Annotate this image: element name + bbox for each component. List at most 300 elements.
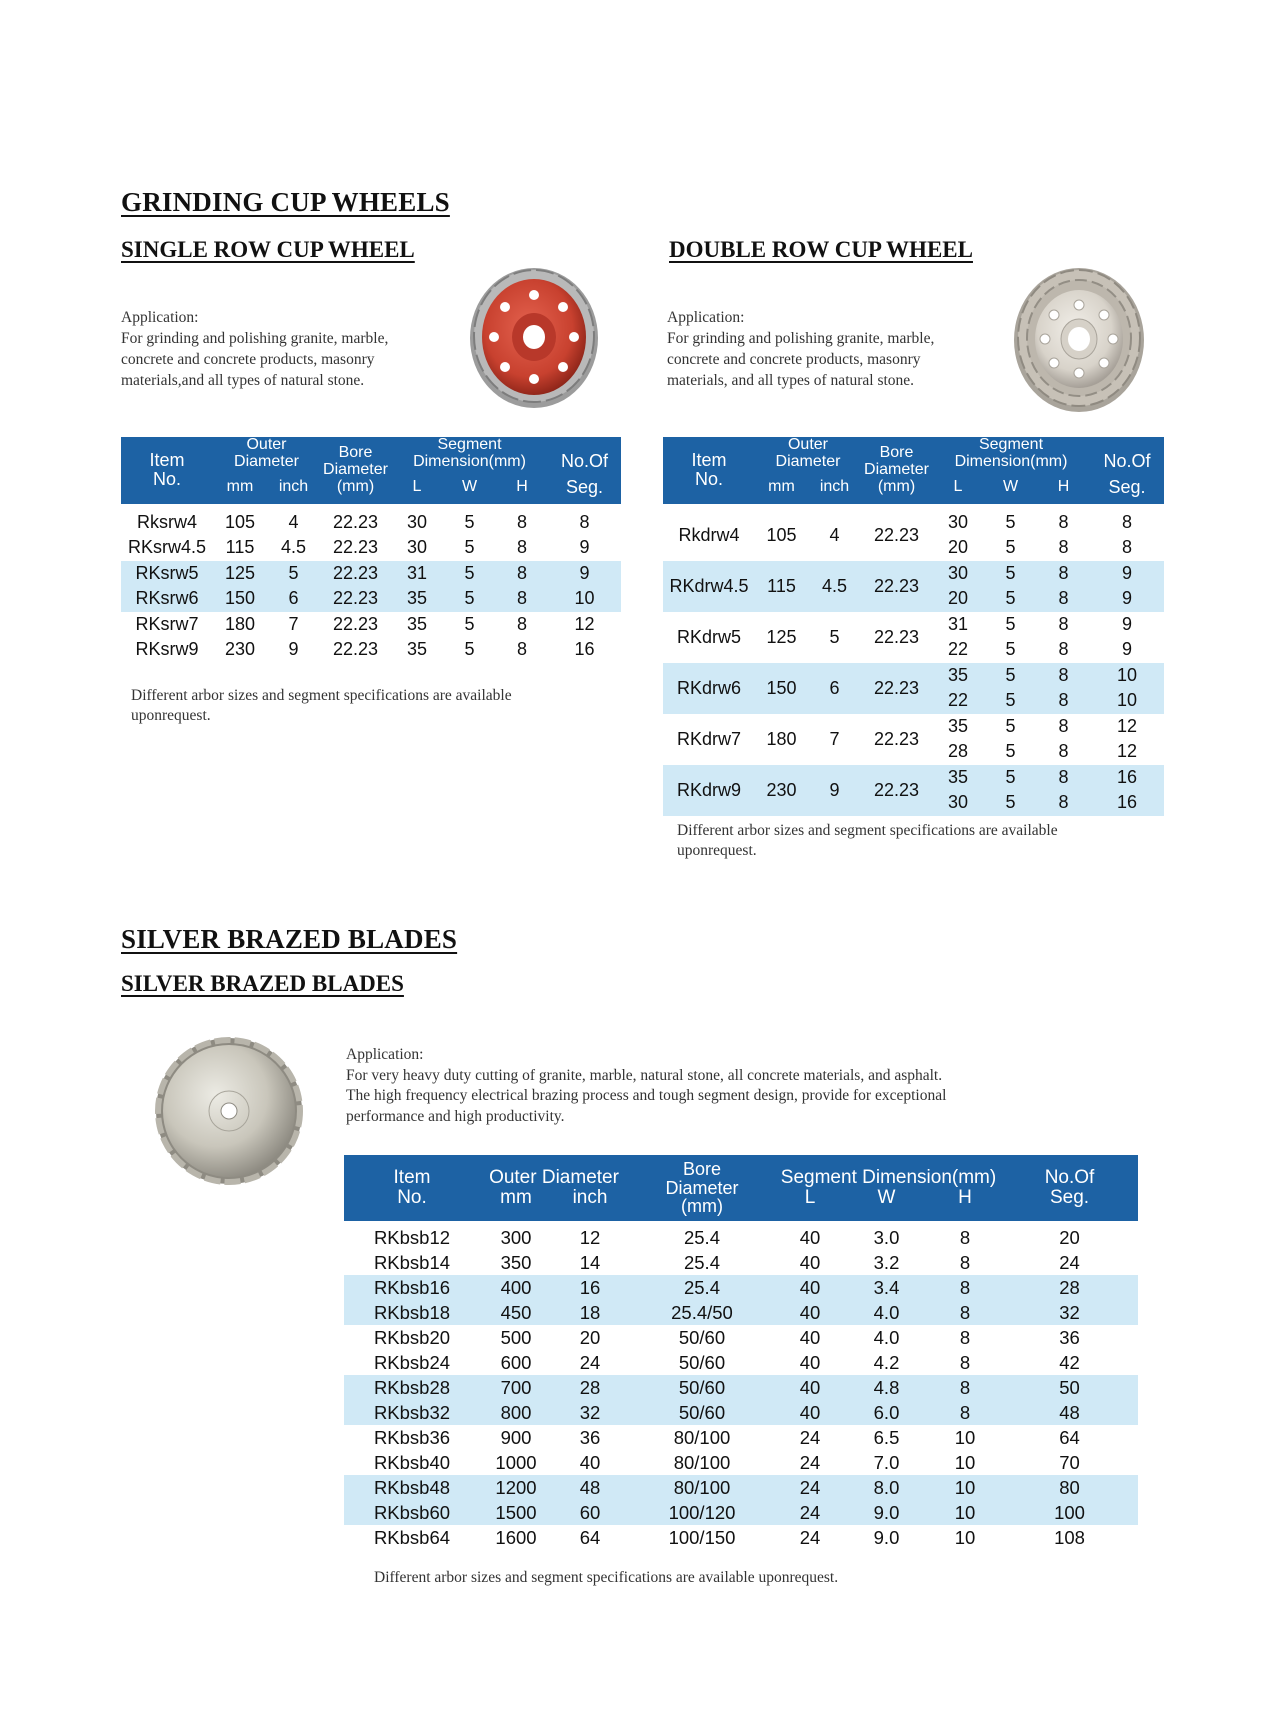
cell-mm: 300 [500, 1226, 532, 1248]
cell-mm: 125 [213, 561, 267, 587]
cell-h: 8 [929, 1375, 1001, 1400]
application-line: For grinding and polishing granite, marble, [667, 330, 935, 347]
header-diameter: Diameter [323, 460, 388, 478]
table-row [663, 612, 1164, 638]
application-line: materials,and all types of natural stone. [121, 372, 365, 389]
cell-bore: 25.4 [683, 1251, 720, 1273]
header-seg: Seg. [1001, 1188, 1138, 1221]
cell-bore: 22.23 [861, 765, 932, 816]
cell-mm: 350 [500, 1251, 532, 1273]
cell-h: 8 [1058, 741, 1069, 762]
cell-seg: 8 [579, 511, 590, 532]
header-w: W [984, 471, 1037, 504]
cell-mm: 150 [213, 586, 267, 612]
silver-brazed-application [346, 1045, 946, 1127]
cell-h: 10 [929, 1500, 1001, 1525]
header-seg: Seg. [1090, 471, 1164, 504]
cell-bore: 50/60 [678, 1326, 726, 1348]
cell-inch: 7 [829, 728, 840, 749]
cell-bore: 22.23 [873, 524, 920, 545]
cell-item: Rkdrw4 [678, 524, 740, 545]
cell-mm: 125 [766, 626, 797, 647]
cell-w: 5 [984, 688, 1037, 714]
cell-seg: 16 [574, 639, 595, 660]
cell-mm: 230 [755, 765, 808, 816]
cell-h: 8 [496, 586, 548, 612]
cell-l: 40 [776, 1375, 844, 1400]
cell-item: RKbsb14 [373, 1251, 451, 1273]
header-outer-diameter: Outer Diameter [755, 437, 861, 471]
cell-l: 40 [776, 1275, 844, 1300]
single-row-note [131, 686, 512, 726]
cell-inch: 4 [288, 511, 299, 532]
table-row [344, 1400, 1138, 1425]
cell-seg: 108 [1054, 1526, 1085, 1548]
cell-seg: 8 [1122, 511, 1133, 532]
cell-l: 35 [406, 639, 428, 660]
cell-bore: 25.4 [628, 1275, 776, 1300]
cell-item: RKsrw5 [121, 561, 213, 587]
application-label: Application: [667, 309, 745, 326]
cell-l: 35 [932, 765, 984, 791]
cell-bore: 25.4 [683, 1226, 720, 1248]
cell-l: 24 [799, 1451, 821, 1473]
table-row [344, 1225, 1138, 1250]
cell-mm: 180 [766, 728, 797, 749]
table-row [663, 663, 1164, 689]
cell-l: 35 [947, 715, 969, 736]
cell-h: 8 [929, 1275, 1001, 1300]
cell-mm: 105 [766, 524, 797, 545]
cell-mm: 1500 [480, 1500, 552, 1525]
cell-w: 9.0 [873, 1526, 900, 1548]
cell-seg: 42 [1059, 1351, 1080, 1373]
silver-brazed-blade-image [154, 1036, 304, 1186]
cell-item: RKbsb40 [373, 1451, 451, 1473]
cell-w: 5 [1005, 715, 1016, 736]
header-mm: mm [213, 471, 267, 504]
application-line: materials, and all types of natural stone. [667, 372, 915, 389]
cell-h: 8 [959, 1326, 971, 1348]
cell-l: 35 [391, 586, 443, 612]
cell-bore: 22.23 [332, 537, 379, 558]
cell-h: 8 [1058, 511, 1069, 532]
cell-item: RKdrw7 [676, 728, 742, 749]
cell-bore: 25.4/50 [628, 1300, 776, 1325]
cell-l: 31 [391, 561, 443, 587]
cell-h: 10 [954, 1451, 976, 1473]
cell-inch: 7 [288, 613, 299, 634]
cell-mm: 700 [480, 1375, 552, 1400]
cell-item: RKbsb20 [373, 1326, 451, 1348]
cell-seg: 9 [579, 537, 590, 558]
cell-inch: 4.5 [280, 537, 307, 558]
cell-seg: 9 [548, 561, 621, 587]
cell-bore: 22.23 [332, 511, 379, 532]
header-mm: mm [480, 1188, 552, 1221]
cell-inch: 60 [552, 1500, 628, 1525]
cell-h: 8 [496, 561, 548, 587]
application-line: For very heavy duty cutting of granite, marble, natural stone, all concrete materials, and asphalt. [346, 1066, 943, 1084]
cell-item: RKdrw6 [663, 663, 755, 714]
cell-bore: 50/60 [628, 1400, 776, 1425]
header-inch: inch [552, 1188, 628, 1221]
cell-w: 5 [984, 790, 1037, 816]
cell-seg: 16 [1090, 765, 1164, 791]
header-item: Item [149, 450, 185, 471]
cell-inch: 6 [267, 586, 320, 612]
cell-item: RKdrw5 [676, 626, 742, 647]
cell-mm: 115 [225, 537, 255, 558]
cell-w: 5 [1005, 639, 1016, 660]
cell-w: 3.0 [873, 1226, 900, 1248]
table-row [344, 1425, 1138, 1450]
cell-h: 8 [517, 639, 528, 660]
cell-w: 5 [464, 537, 475, 558]
cell-bore: 22.23 [332, 639, 379, 660]
header-no: No. [694, 469, 723, 490]
cell-l: 30 [406, 537, 428, 558]
cell-l: 24 [799, 1426, 821, 1448]
cell-inch: 64 [579, 1526, 601, 1548]
cell-seg: 20 [1059, 1226, 1080, 1248]
cell-seg: 32 [1001, 1300, 1138, 1325]
table-row [663, 561, 1164, 587]
note-line: Different arbor sizes and segment specifications are available [677, 822, 1058, 839]
cell-seg: 16 [1090, 790, 1164, 816]
application-line: performance and high productivity. [346, 1107, 565, 1125]
cell-l: 31 [947, 613, 969, 634]
cell-inch: 5 [267, 561, 320, 587]
table-row [344, 1450, 1138, 1475]
header-bore: Bore [682, 1158, 722, 1179]
cell-h: 8 [1037, 790, 1090, 816]
cell-item: RKsrw9 [135, 639, 199, 660]
cell-item: RKbsb24 [373, 1351, 451, 1373]
cell-seg: 10 [1090, 688, 1164, 714]
application-label: Application: [121, 309, 199, 326]
cell-inch: 16 [552, 1275, 628, 1300]
cell-l: 20 [947, 537, 969, 558]
header-item: Item [691, 450, 727, 471]
cell-inch: 4.5 [808, 561, 861, 612]
double-row-spec-table [663, 437, 1164, 816]
cell-l: 24 [799, 1526, 821, 1548]
header-no-of: No.Of [1001, 1155, 1138, 1188]
cell-item: RKbsb36 [373, 1426, 451, 1448]
cell-h: 8 [517, 511, 528, 532]
cell-bore: 22.23 [861, 663, 932, 714]
cell-h: 8 [517, 613, 528, 634]
cell-mm: 230 [224, 639, 256, 660]
cell-w: 5 [984, 586, 1037, 612]
table-row [663, 510, 1164, 536]
cell-inch: 12 [579, 1226, 601, 1248]
cell-item: RKbsb32 [344, 1400, 480, 1425]
cell-seg: 10 [548, 586, 621, 612]
cell-bore: 80/100 [673, 1426, 731, 1448]
header-bore: Bore [338, 444, 373, 462]
cell-item: RKsrw6 [121, 586, 213, 612]
cell-seg: 70 [1059, 1451, 1080, 1473]
cell-mm: 115 [755, 561, 808, 612]
cell-seg: 12 [574, 613, 595, 634]
table-row [121, 561, 621, 587]
cell-inch: 40 [579, 1451, 601, 1473]
cell-item: RKsrw7 [135, 613, 199, 634]
header-seg: Seg. [548, 471, 621, 504]
table-row [663, 714, 1164, 740]
cell-item: RKdrw9 [663, 765, 755, 816]
cell-item: RKdrw4.5 [663, 561, 755, 612]
cell-inch: 4 [829, 524, 840, 545]
cell-l: 40 [799, 1226, 821, 1248]
header-h: H [496, 471, 548, 504]
cell-h: 8 [517, 537, 528, 558]
cell-bore: 22.23 [320, 561, 391, 587]
cell-seg: 9 [1122, 639, 1133, 660]
cell-seg: 10 [1090, 663, 1164, 689]
header-no-of: No.Of [548, 437, 621, 471]
cell-bore: 22.23 [332, 613, 379, 634]
cell-seg: 8 [1122, 537, 1133, 558]
table-row [663, 765, 1164, 791]
cell-item: RKbsb60 [344, 1500, 480, 1525]
cell-inch: 24 [579, 1351, 601, 1373]
cell-item: RKbsb48 [344, 1475, 480, 1500]
cell-h: 8 [929, 1400, 1001, 1425]
cell-mm: 1600 [495, 1526, 537, 1548]
table-row [344, 1375, 1138, 1400]
silver-brazed-blades-subtitle: SILVER BRAZED BLADES [121, 971, 404, 996]
header-bore-unit: (mm) [681, 1196, 723, 1217]
single-row-spec-table [121, 437, 621, 663]
cell-l: 24 [776, 1475, 844, 1500]
header-segment-dimension: Segment Dimension(mm) [776, 1155, 1001, 1188]
header-l: L [391, 471, 443, 504]
table-row [344, 1325, 1138, 1350]
table-row [121, 612, 621, 638]
cell-inch: 28 [552, 1375, 628, 1400]
header-bore: Bore [879, 444, 914, 462]
table-row [121, 510, 621, 536]
cell-h: 8 [929, 1300, 1001, 1325]
cell-inch: 48 [552, 1475, 628, 1500]
cell-l: 30 [947, 511, 969, 532]
cell-l: 20 [932, 586, 984, 612]
cell-h: 10 [929, 1475, 1001, 1500]
cell-mm: 500 [500, 1326, 532, 1348]
cell-w: 5 [984, 663, 1037, 689]
table-row [344, 1350, 1138, 1375]
header-diameter: Diameter [665, 1177, 739, 1198]
cell-bore: 80/100 [628, 1475, 776, 1500]
application-line: The high frequency electrical brazing process and tough segment design, provide for exceptional [346, 1087, 947, 1104]
cell-mm: 105 [224, 511, 256, 532]
cell-h: 8 [1037, 586, 1090, 612]
cell-seg: 50 [1001, 1375, 1138, 1400]
single-row-cup-wheel-image [468, 263, 600, 410]
cell-l: 28 [947, 741, 969, 762]
cell-l: 35 [932, 663, 984, 689]
table-row [344, 1475, 1138, 1500]
header-bore-unit: (mm) [336, 477, 375, 495]
section-title-silver-brazed-blades: SILVER BRAZED BLADES [121, 924, 458, 954]
cell-l: 35 [406, 613, 428, 634]
cell-item: RKbsb28 [344, 1375, 480, 1400]
table-row [344, 1500, 1138, 1525]
cell-w: 5 [984, 765, 1037, 791]
cell-w: 5 [464, 511, 475, 532]
cell-h: 10 [954, 1526, 976, 1548]
silver-brazed-note: Different arbor sizes and segment specifications are available uponrequest. [374, 1569, 839, 1586]
cell-h: 8 [1037, 561, 1090, 587]
header-bore-unit: (mm) [877, 477, 916, 495]
double-row-title: DOUBLE ROW CUP WHEEL [669, 237, 973, 262]
cell-seg: 36 [1059, 1326, 1080, 1348]
cell-mm: 800 [480, 1400, 552, 1425]
cell-l: 30 [932, 561, 984, 587]
cell-seg: 12 [1117, 741, 1138, 762]
cell-item: RKbsb16 [344, 1275, 480, 1300]
application-line: concrete and concrete products, masonry [667, 351, 921, 368]
cell-l: 40 [776, 1400, 844, 1425]
cell-inch: 36 [579, 1426, 601, 1448]
cell-inch: 18 [552, 1300, 628, 1325]
cell-w: 4.2 [873, 1351, 900, 1373]
cell-inch: 32 [552, 1400, 628, 1425]
header-mm: mm [755, 471, 808, 504]
application-label: Application: [346, 1046, 424, 1063]
cell-mm: 450 [480, 1300, 552, 1325]
table-row [344, 1250, 1138, 1275]
cell-w: 4.8 [844, 1375, 929, 1400]
cell-item: RKbsb18 [344, 1300, 480, 1325]
cell-l: 40 [799, 1351, 821, 1373]
double-row-cup-wheel-image [1012, 263, 1146, 413]
cell-inch: 5 [829, 626, 840, 647]
silver-brazed-spec-table [344, 1155, 1138, 1550]
cell-w: 9.0 [844, 1500, 929, 1525]
header-inch: inch [267, 471, 320, 504]
cell-inch: 20 [579, 1326, 601, 1348]
header-segment-dimension: Segment Dimension(mm) [391, 437, 548, 471]
cell-mm: 1200 [480, 1475, 552, 1500]
cell-w: 3.4 [844, 1275, 929, 1300]
cell-h: 8 [1058, 537, 1069, 558]
cell-item: RKsrw4.5 [127, 537, 207, 558]
cell-seg: 64 [1059, 1426, 1080, 1448]
header-outer-diameter: Outer Diameter [480, 1155, 628, 1188]
cell-l: 40 [799, 1251, 821, 1273]
table-row [344, 1275, 1138, 1300]
header-h: H [929, 1188, 1001, 1221]
cell-w: 5 [1005, 613, 1016, 634]
note-line: Different arbor sizes and segment specifications are available [131, 687, 512, 704]
cell-item: RKbsb12 [373, 1226, 451, 1248]
table-row [121, 637, 621, 663]
cell-seg: 24 [1059, 1251, 1080, 1273]
header-l: L [932, 471, 984, 504]
cell-w: 8.0 [844, 1475, 929, 1500]
cell-h: 8 [959, 1226, 971, 1248]
cell-w: 3.2 [873, 1251, 900, 1273]
header-w: W [844, 1188, 929, 1221]
cell-seg: 100 [1001, 1500, 1138, 1525]
double-application [667, 307, 934, 391]
cell-seg: 12 [1117, 715, 1138, 736]
double-row-note [677, 821, 1058, 861]
table-row [344, 1300, 1138, 1325]
cell-mm: 400 [480, 1275, 552, 1300]
cell-bore: 50/60 [678, 1351, 726, 1373]
header-no: No. [152, 469, 181, 490]
cell-bore: 100/150 [668, 1526, 736, 1548]
cell-w: 5 [984, 561, 1037, 587]
cell-inch: 14 [579, 1251, 601, 1273]
cell-seg: 9 [1122, 613, 1133, 634]
cell-bore: 50/60 [628, 1375, 776, 1400]
cell-item: Rksrw4 [136, 511, 197, 532]
cell-mm: 180 [224, 613, 256, 634]
header-l: L [776, 1188, 844, 1221]
cell-h: 8 [1058, 613, 1069, 634]
header-no: No. [397, 1187, 427, 1208]
cell-seg: 9 [1090, 561, 1164, 587]
cell-w: 4.0 [873, 1326, 900, 1348]
cell-mm: 900 [500, 1426, 532, 1448]
header-segment-dimension: Segment Dimension(mm) [932, 437, 1090, 471]
header-w: W [443, 471, 496, 504]
cell-bore: 22.23 [861, 561, 932, 612]
note-line: uponrequest. [677, 842, 757, 859]
cell-h: 10 [954, 1426, 976, 1448]
cell-mm: 600 [500, 1351, 532, 1373]
cell-w: 5 [464, 613, 475, 634]
single-row-title: SINGLE ROW CUP WHEEL [121, 237, 415, 262]
application-line: For grinding and polishing granite, marble, [121, 330, 389, 347]
cell-w: 6.5 [873, 1426, 900, 1448]
cell-l: 40 [799, 1326, 821, 1348]
cell-mm: 150 [755, 663, 808, 714]
cell-l: 22 [947, 639, 969, 660]
cell-w: 6.0 [844, 1400, 929, 1425]
header-outer-diameter: Outer Diameter [213, 437, 320, 471]
cell-inch: 9 [808, 765, 861, 816]
cell-l: 22 [932, 688, 984, 714]
cell-l: 24 [776, 1500, 844, 1525]
table-row [121, 586, 621, 612]
cell-l: 30 [932, 790, 984, 816]
cell-bore: 22.23 [873, 728, 920, 749]
cell-inch: 6 [808, 663, 861, 714]
cell-bore: 100/120 [628, 1500, 776, 1525]
cell-inch: 9 [288, 639, 299, 660]
table-row [121, 535, 621, 561]
cell-h: 8 [1037, 688, 1090, 714]
cell-w: 5 [464, 639, 475, 660]
cell-mm: 1000 [495, 1451, 537, 1473]
cell-item: RKbsb64 [373, 1526, 451, 1548]
header-item: Item [393, 1167, 431, 1189]
cell-h: 8 [1058, 715, 1069, 736]
cell-bore: 80/100 [673, 1451, 731, 1473]
header-h: H [1037, 471, 1090, 504]
cell-w: 5 [1005, 537, 1016, 558]
cell-seg: 80 [1001, 1475, 1138, 1500]
cell-seg: 9 [1090, 586, 1164, 612]
cell-seg: 48 [1001, 1400, 1138, 1425]
